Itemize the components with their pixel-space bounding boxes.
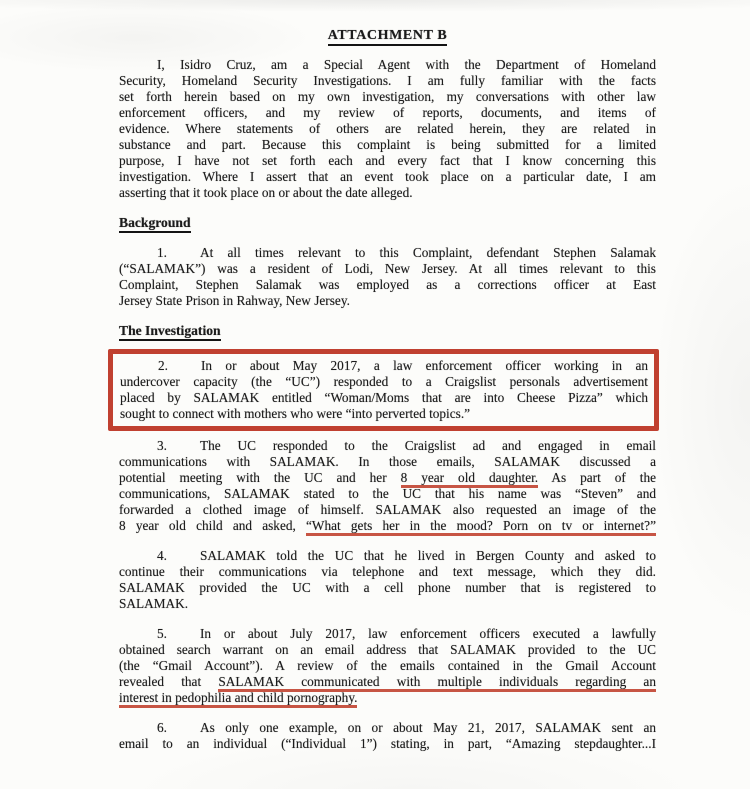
text-segment: (the “Gmail Account”). A review of the emails contained in the Gmail Account <box>119 658 656 673</box>
text-segment: purpose, I have not set forth each and every fact that I know concerning this <box>119 153 656 168</box>
red-underlined-text: interest in pedophilia and child pornography. <box>119 690 357 708</box>
text-segment: undercover capacity (the “UC”) responded to a Craigslist personals advertisement <box>120 374 648 389</box>
text-line <box>119 626 656 642</box>
paragraph <box>119 548 656 612</box>
attachment-title: ATTACHMENT B <box>328 28 448 46</box>
text-line <box>119 548 656 564</box>
text-segment: investigation. Where I assert that an event took place on a particular date, I am <box>119 169 656 184</box>
text-line <box>119 57 656 73</box>
text-line <box>119 674 656 690</box>
paragraph <box>119 57 656 201</box>
text-segment: As part of the <box>538 470 656 485</box>
paragraph-number: 3. <box>157 438 167 453</box>
text-line <box>119 121 656 137</box>
text-line <box>119 185 656 201</box>
text-segment: In or about May 2017, a law enforcement officer working in an <box>200 358 648 373</box>
text-segment: revealed that <box>119 674 219 689</box>
paragraph-number: 5. <box>157 626 167 641</box>
text-line <box>119 502 656 518</box>
text-segment: SALAMAK told the UC that he lived in Bergen County and asked to <box>199 548 656 563</box>
section-heading-label: Background <box>119 215 191 233</box>
paragraph <box>119 245 656 309</box>
text-segment: In or about July 2017, law enforcement officers executed a lawfully <box>199 626 656 641</box>
paragraph-number: 2. <box>158 358 168 373</box>
text-segment: asserting that it took place on or about the date alleged. <box>119 185 413 200</box>
text-line <box>119 580 656 596</box>
text-segment: Security, Homeland Security Investigations. I am fully familiar with the facts <box>119 73 656 88</box>
red-underlined-text: SALAMAK communicated with multiple individuals regarding an <box>218 674 656 692</box>
text-line <box>120 374 648 390</box>
paragraph-number: 6. <box>157 720 167 735</box>
title-row <box>119 27 656 44</box>
text-line <box>119 736 656 752</box>
text-line <box>119 245 656 261</box>
text-line <box>119 153 656 169</box>
text-segment: At all times relevant to this Complaint, defendant Stephen Salamak <box>199 245 656 260</box>
paragraph-number: 4. <box>157 548 167 563</box>
text-segment: forwarded a clothed image of himself. SALAMAK also requested an image of the <box>119 502 656 517</box>
text-line <box>119 277 656 293</box>
red-underlined-text: 8 year old daughter. <box>401 470 539 488</box>
text-segment: (“SALAMAK”) was a resident of Lodi, New Jersey. At all times relevant to this <box>119 261 656 276</box>
text-line <box>119 89 656 105</box>
text-segment: set forth herein based on my own investigation, my conversations with other law <box>119 89 656 104</box>
text-line <box>119 486 656 502</box>
text-segment: potential meeting with the UC and her <box>119 470 401 485</box>
text-line <box>119 169 656 185</box>
text-segment: email to an individual (“Individual 1”) stating, in part, “Amazing stepdaughter...I <box>119 736 656 751</box>
text-line <box>119 720 656 736</box>
text-line <box>119 137 656 153</box>
evidence-highlight-box <box>108 349 659 431</box>
text-segment: sought to connect with mothers who were “into perverted topics.” <box>120 406 471 421</box>
text-segment: 8 year old child and asked, <box>119 518 307 533</box>
text-segment: communications, SALAMAK stated to the UC that his name was “Steven” and <box>119 486 656 501</box>
paragraph <box>119 626 656 706</box>
text-segment: evidence. Where statements of others are related herein, they are related in <box>119 121 656 136</box>
text-line <box>120 358 648 374</box>
text-segment: SALAMAK provided the UC with a cell phone number that is registered to <box>119 580 656 595</box>
text-line <box>119 105 656 121</box>
red-underlined-text: “What gets her in the mood? Porn on tv or internet?” <box>306 518 656 536</box>
section-heading-label: The Investigation <box>119 323 221 341</box>
text-line <box>119 642 656 658</box>
text-segment: obtained search warrant on an email address that SALAMAK provided to the UC <box>119 642 656 657</box>
document-content <box>119 57 656 752</box>
text-line <box>119 293 656 309</box>
text-line <box>119 73 656 89</box>
text-segment: placed by SALAMAK entitled “Woman/Moms that are into Cheese Pizza” which <box>120 390 648 405</box>
text-line <box>119 470 656 486</box>
text-segment: The UC responded to the Craigslist ad and engaged in email <box>199 438 656 453</box>
text-segment: continue their communications via telephone and text message, which they did. <box>119 564 656 579</box>
section-heading-background <box>119 215 656 231</box>
paragraph <box>119 720 656 752</box>
text-line <box>119 690 656 706</box>
paragraph <box>119 438 656 534</box>
text-line <box>120 390 648 406</box>
text-segment: communications with SALAMAK. In those emails, SALAMAK discussed a <box>119 454 656 469</box>
text-line <box>119 261 656 277</box>
text-segment: enforcement officers, and my review of reports, documents, and items of <box>119 105 656 120</box>
text-line <box>119 564 656 580</box>
text-segment: As only one example, on or about May 21, 2017, SALAMAK sent an <box>199 720 656 735</box>
text-line <box>119 596 656 612</box>
text-line <box>119 658 656 674</box>
text-segment: substance and part. Because this complaint is being submitted for a limited <box>119 137 656 152</box>
paragraph-number: 1. <box>157 245 167 260</box>
text-segment: Complaint, Stephen Salamak was employed as a corrections officer at East <box>119 277 656 292</box>
text-segment: Jersey State Prison in Rahway, New Jersey. <box>119 293 350 308</box>
text-line <box>119 454 656 470</box>
text-line <box>119 438 656 454</box>
text-segment: I, Isidro Cruz, am a Special Agent with the Department of Homeland <box>157 57 656 72</box>
text-segment: SALAMAK. <box>119 596 189 611</box>
section-heading-the-investigation <box>119 323 656 339</box>
text-line <box>119 518 656 534</box>
text-line <box>120 406 648 422</box>
